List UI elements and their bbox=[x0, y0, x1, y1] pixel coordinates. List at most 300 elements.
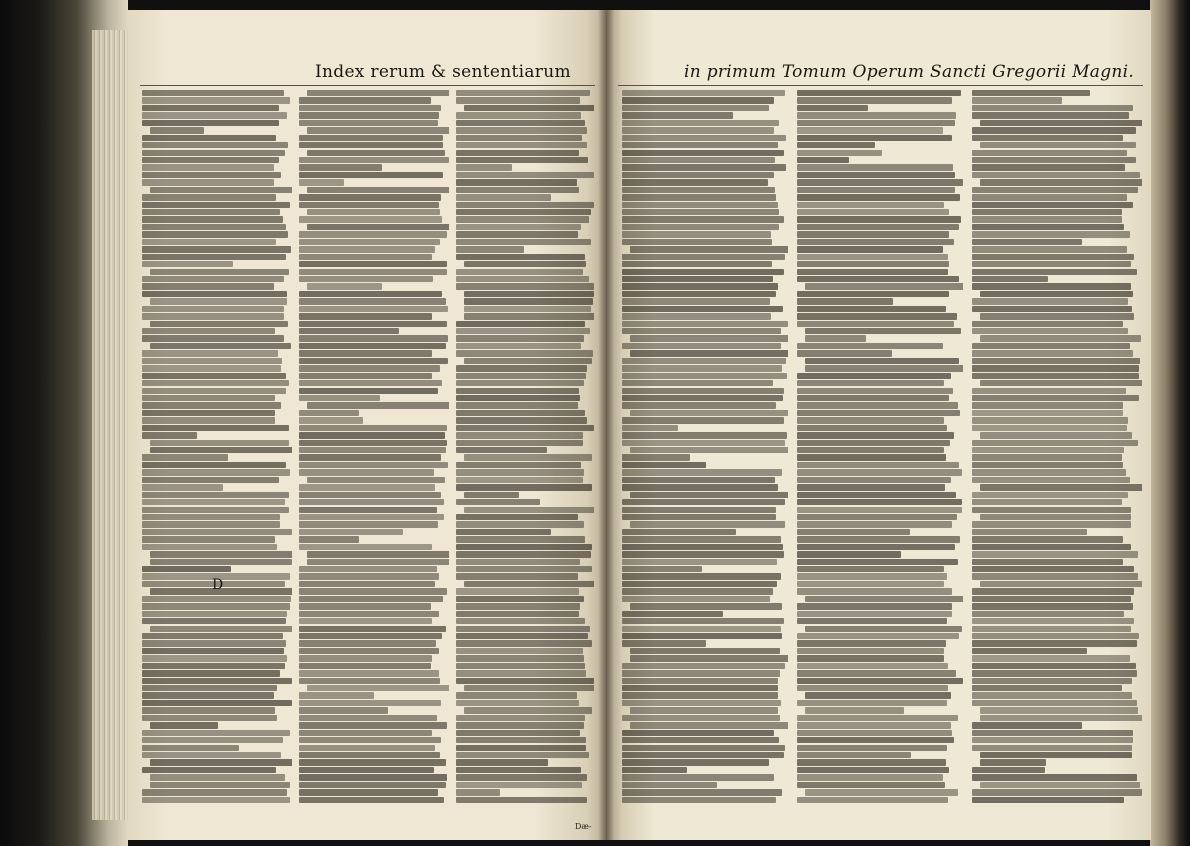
text-line bbox=[797, 633, 959, 639]
text-line bbox=[980, 380, 1142, 386]
text-line bbox=[299, 246, 435, 252]
text-line bbox=[797, 514, 957, 520]
text-line bbox=[456, 551, 591, 557]
text-line bbox=[456, 499, 540, 505]
text-line bbox=[622, 514, 776, 520]
text-line bbox=[630, 655, 788, 661]
text-line bbox=[972, 254, 1134, 260]
text-line bbox=[456, 752, 589, 758]
text-line bbox=[797, 261, 949, 267]
text-line bbox=[622, 499, 785, 505]
text-line bbox=[299, 715, 437, 721]
text-line bbox=[299, 507, 437, 513]
text-line bbox=[299, 596, 443, 602]
text-line bbox=[456, 730, 580, 736]
text-line bbox=[630, 521, 785, 527]
text-line bbox=[456, 626, 590, 632]
text-line bbox=[622, 507, 776, 513]
text-line bbox=[630, 246, 788, 252]
text-line bbox=[980, 484, 1142, 490]
text-line bbox=[456, 767, 581, 773]
text-line bbox=[972, 544, 1131, 550]
text-line bbox=[797, 581, 944, 587]
text-line bbox=[299, 425, 447, 431]
text-line bbox=[972, 261, 1131, 267]
text-line bbox=[299, 797, 444, 803]
text-line bbox=[797, 767, 949, 773]
text-line bbox=[797, 648, 944, 654]
text-line bbox=[972, 566, 1134, 572]
text-line bbox=[980, 581, 1142, 587]
text-line bbox=[299, 432, 445, 438]
text-line bbox=[142, 678, 292, 684]
text-line bbox=[142, 365, 281, 371]
text-line bbox=[797, 306, 946, 312]
text-line bbox=[622, 343, 781, 349]
text-line bbox=[456, 380, 584, 386]
text-line bbox=[150, 626, 292, 632]
text-line bbox=[972, 454, 1122, 460]
text-line bbox=[142, 454, 228, 460]
text-line bbox=[622, 663, 785, 669]
text-line bbox=[299, 536, 359, 542]
text-line bbox=[299, 655, 432, 661]
text-line bbox=[456, 202, 594, 208]
text-line bbox=[972, 477, 1130, 483]
text-line bbox=[797, 142, 875, 148]
text-line bbox=[142, 484, 223, 490]
text-line bbox=[142, 239, 276, 245]
text-line bbox=[456, 678, 594, 684]
text-line bbox=[142, 715, 277, 721]
text-line bbox=[972, 507, 1131, 513]
text-line bbox=[150, 782, 290, 788]
text-line bbox=[630, 492, 788, 498]
text-line bbox=[622, 633, 782, 639]
text-line bbox=[299, 707, 388, 713]
text-line bbox=[622, 150, 784, 156]
text-line bbox=[142, 536, 275, 542]
text-line bbox=[299, 640, 436, 646]
text-line bbox=[456, 596, 584, 602]
text-line bbox=[797, 179, 963, 185]
text-line bbox=[150, 551, 292, 557]
text-line bbox=[797, 477, 951, 483]
text-line bbox=[299, 410, 359, 416]
text-line bbox=[972, 209, 1122, 215]
text-line bbox=[142, 544, 277, 550]
text-line bbox=[456, 559, 580, 565]
text-line bbox=[622, 626, 781, 632]
text-line bbox=[622, 685, 778, 691]
text-line bbox=[299, 276, 433, 282]
text-line bbox=[299, 373, 432, 379]
text-line bbox=[456, 544, 592, 550]
right-header-rule bbox=[618, 85, 1143, 86]
text-line bbox=[622, 209, 779, 215]
text-line bbox=[972, 112, 1129, 118]
text-line bbox=[622, 306, 783, 312]
text-line bbox=[622, 640, 706, 646]
text-line bbox=[456, 529, 551, 535]
text-line bbox=[142, 358, 282, 364]
text-line bbox=[142, 179, 274, 185]
text-line bbox=[797, 507, 962, 513]
text-line bbox=[299, 135, 443, 141]
text-line bbox=[622, 774, 774, 780]
text-line bbox=[972, 789, 1142, 795]
text-line bbox=[307, 402, 449, 408]
text-line bbox=[980, 335, 1141, 341]
text-line bbox=[797, 291, 949, 297]
text-line bbox=[464, 298, 593, 304]
text-line bbox=[972, 224, 1124, 230]
text-line bbox=[972, 633, 1139, 639]
text-line bbox=[972, 388, 1126, 394]
text-line bbox=[456, 120, 585, 126]
text-line bbox=[142, 633, 283, 639]
text-line bbox=[805, 283, 963, 289]
text-line bbox=[797, 239, 954, 245]
text-line bbox=[299, 618, 432, 624]
text-line bbox=[456, 440, 583, 446]
text-line bbox=[456, 432, 583, 438]
text-line bbox=[797, 202, 944, 208]
text-line bbox=[456, 640, 592, 646]
text-line bbox=[456, 521, 584, 527]
text-line bbox=[797, 216, 961, 222]
text-line bbox=[972, 306, 1132, 312]
text-line bbox=[456, 97, 580, 103]
text-line bbox=[456, 135, 582, 141]
catchword: Dæ- bbox=[575, 822, 592, 831]
text-line bbox=[972, 410, 1123, 416]
text-line bbox=[972, 216, 1122, 222]
text-line bbox=[972, 276, 1048, 282]
text-line bbox=[622, 767, 687, 773]
text-line bbox=[972, 328, 1128, 334]
text-line bbox=[456, 611, 579, 617]
text-line bbox=[797, 276, 959, 282]
text-line bbox=[797, 700, 947, 706]
text-line bbox=[797, 187, 955, 193]
text-line bbox=[456, 618, 585, 624]
text-line bbox=[456, 700, 579, 706]
text-line bbox=[797, 350, 892, 356]
text-line bbox=[299, 112, 439, 118]
text-column bbox=[142, 90, 292, 820]
text-line bbox=[299, 157, 449, 163]
text-line bbox=[299, 745, 435, 751]
text-line bbox=[299, 648, 439, 654]
text-line bbox=[797, 194, 960, 200]
text-line bbox=[464, 291, 594, 297]
text-line bbox=[142, 135, 276, 141]
text-column bbox=[456, 90, 594, 820]
text-line bbox=[299, 313, 432, 319]
text-line bbox=[299, 588, 447, 594]
text-line bbox=[299, 321, 447, 327]
text-line bbox=[456, 655, 584, 661]
text-line bbox=[797, 670, 956, 676]
text-line bbox=[456, 663, 585, 669]
text-column bbox=[972, 90, 1142, 820]
text-line bbox=[797, 172, 955, 178]
text-line bbox=[797, 782, 945, 788]
text-line bbox=[797, 551, 901, 557]
text-line bbox=[980, 179, 1142, 185]
text-column bbox=[299, 90, 449, 820]
text-line bbox=[456, 633, 588, 639]
text-line bbox=[456, 373, 586, 379]
text-line bbox=[299, 544, 432, 550]
text-line bbox=[797, 797, 948, 803]
text-line bbox=[797, 655, 944, 661]
text-line bbox=[142, 737, 283, 743]
text-line bbox=[299, 678, 440, 684]
text-line bbox=[797, 618, 947, 624]
text-line bbox=[622, 730, 774, 736]
text-line bbox=[622, 454, 690, 460]
text-line bbox=[142, 120, 279, 126]
text-line bbox=[972, 663, 1136, 669]
text-line bbox=[797, 209, 949, 215]
text-line bbox=[299, 663, 431, 669]
text-line bbox=[142, 276, 284, 282]
text-line bbox=[972, 172, 1140, 178]
text-line bbox=[972, 588, 1134, 594]
text-line bbox=[299, 573, 439, 579]
text-line bbox=[797, 730, 952, 736]
text-line bbox=[972, 640, 1137, 646]
text-line bbox=[142, 395, 275, 401]
text-line bbox=[299, 120, 438, 126]
text-line bbox=[150, 298, 287, 304]
text-line bbox=[456, 321, 585, 327]
text-line bbox=[797, 484, 945, 490]
text-line bbox=[622, 373, 787, 379]
text-line bbox=[972, 774, 1137, 780]
text-line bbox=[980, 752, 1132, 758]
text-line bbox=[622, 97, 774, 103]
text-line bbox=[142, 224, 286, 230]
text-line bbox=[630, 410, 788, 416]
text-line bbox=[456, 395, 580, 401]
text-line bbox=[622, 759, 769, 765]
text-line bbox=[456, 187, 579, 193]
text-line bbox=[972, 797, 1124, 803]
text-line bbox=[972, 722, 1082, 728]
text-line bbox=[299, 789, 438, 795]
text-line bbox=[299, 469, 434, 475]
text-line bbox=[622, 469, 782, 475]
text-line bbox=[142, 767, 276, 773]
text-line bbox=[980, 715, 1142, 721]
text-line bbox=[464, 492, 519, 498]
text-line bbox=[797, 343, 943, 349]
text-line bbox=[622, 298, 770, 304]
text-line bbox=[980, 142, 1136, 148]
text-line bbox=[142, 373, 286, 379]
text-line bbox=[142, 164, 274, 170]
text-line bbox=[622, 425, 678, 431]
text-line bbox=[142, 521, 280, 527]
text-line bbox=[622, 105, 769, 111]
text-line bbox=[142, 335, 284, 341]
text-line bbox=[299, 194, 441, 200]
text-line bbox=[142, 469, 290, 475]
text-line bbox=[150, 559, 292, 565]
text-line bbox=[456, 417, 587, 423]
text-line bbox=[299, 105, 441, 111]
text-line bbox=[299, 164, 382, 170]
text-line bbox=[622, 529, 736, 535]
text-line bbox=[142, 685, 277, 691]
text-line bbox=[630, 707, 778, 713]
text-line bbox=[972, 164, 1125, 170]
text-line bbox=[299, 447, 446, 453]
text-line bbox=[299, 350, 432, 356]
text-line bbox=[972, 692, 1132, 698]
text-line bbox=[142, 752, 281, 758]
text-line bbox=[142, 150, 285, 156]
text-line bbox=[797, 737, 954, 743]
text-line bbox=[622, 432, 787, 438]
text-line bbox=[622, 365, 782, 371]
text-line bbox=[622, 417, 784, 423]
text-line bbox=[622, 715, 780, 721]
text-line bbox=[797, 127, 943, 133]
text-line bbox=[307, 559, 449, 565]
text-line bbox=[299, 179, 344, 185]
text-line bbox=[797, 395, 949, 401]
text-line bbox=[972, 239, 1082, 245]
text-line bbox=[622, 477, 775, 483]
text-line bbox=[797, 224, 959, 230]
text-line bbox=[972, 603, 1133, 609]
text-line bbox=[142, 640, 286, 646]
text-line bbox=[797, 112, 956, 118]
text-line bbox=[980, 759, 1046, 765]
text-line bbox=[456, 343, 581, 349]
text-line bbox=[797, 321, 954, 327]
text-line bbox=[630, 648, 780, 654]
text-line bbox=[307, 209, 440, 215]
text-line bbox=[142, 410, 275, 416]
text-line bbox=[299, 231, 447, 237]
text-line bbox=[142, 142, 288, 148]
text-line bbox=[456, 150, 579, 156]
text-line bbox=[299, 172, 443, 178]
text-line bbox=[142, 514, 280, 520]
text-line bbox=[797, 164, 953, 170]
text-line bbox=[142, 618, 286, 624]
text-line bbox=[972, 194, 1127, 200]
text-line bbox=[299, 670, 439, 676]
text-line bbox=[464, 105, 594, 111]
text-line bbox=[299, 737, 441, 743]
text-line bbox=[142, 313, 284, 319]
text-line bbox=[456, 477, 583, 483]
text-line bbox=[456, 194, 551, 200]
text-line bbox=[972, 135, 1123, 141]
text-line bbox=[972, 536, 1123, 542]
text-line bbox=[797, 759, 946, 765]
text-line bbox=[299, 291, 442, 297]
text-line bbox=[456, 179, 577, 185]
text-line bbox=[464, 454, 592, 460]
text-line bbox=[464, 313, 594, 319]
text-line bbox=[797, 529, 910, 535]
text-line bbox=[456, 209, 591, 215]
text-line bbox=[797, 611, 952, 617]
text-line bbox=[307, 187, 449, 193]
text-line bbox=[142, 202, 290, 208]
text-line bbox=[622, 611, 723, 617]
text-line bbox=[972, 350, 1133, 356]
text-line bbox=[456, 745, 586, 751]
text-line bbox=[456, 388, 579, 394]
text-line bbox=[972, 231, 1130, 237]
text-line bbox=[456, 469, 584, 475]
text-line bbox=[142, 648, 284, 654]
text-line bbox=[142, 797, 290, 803]
text-line bbox=[142, 157, 279, 163]
text-line bbox=[797, 432, 954, 438]
text-line bbox=[972, 737, 1133, 743]
text-line bbox=[972, 700, 1137, 706]
text-line bbox=[622, 261, 772, 267]
text-line bbox=[797, 573, 947, 579]
text-line bbox=[456, 172, 594, 178]
text-line bbox=[972, 447, 1124, 453]
text-line bbox=[142, 112, 287, 118]
text-line bbox=[972, 521, 1131, 527]
text-line bbox=[972, 730, 1133, 736]
text-line bbox=[797, 559, 958, 565]
text-line bbox=[456, 566, 592, 572]
text-line bbox=[299, 782, 446, 788]
text-line bbox=[797, 462, 959, 468]
text-line bbox=[797, 663, 948, 669]
text-line bbox=[299, 514, 444, 520]
text-line bbox=[797, 685, 948, 691]
text-line bbox=[299, 358, 448, 364]
text-line bbox=[299, 142, 443, 148]
text-line bbox=[972, 283, 1131, 289]
text-line bbox=[972, 462, 1123, 468]
text-line bbox=[805, 365, 963, 371]
text-line bbox=[299, 692, 374, 698]
text-line bbox=[456, 410, 585, 416]
text-line bbox=[622, 187, 775, 193]
text-line bbox=[456, 335, 584, 341]
text-line bbox=[456, 648, 583, 654]
text-line bbox=[797, 499, 962, 505]
text-line bbox=[456, 797, 587, 803]
text-line bbox=[299, 261, 447, 267]
text-line bbox=[797, 566, 944, 572]
text-line bbox=[805, 692, 951, 698]
text-line bbox=[299, 239, 440, 245]
text-line bbox=[797, 298, 893, 304]
right-page-header: in primum Tomum Operum Sancti Gregorii Magni. bbox=[684, 62, 1135, 82]
text-line bbox=[622, 313, 771, 319]
book-gutter bbox=[598, 10, 614, 840]
text-line bbox=[972, 767, 1045, 773]
text-line bbox=[142, 291, 287, 297]
text-line bbox=[980, 707, 1138, 713]
